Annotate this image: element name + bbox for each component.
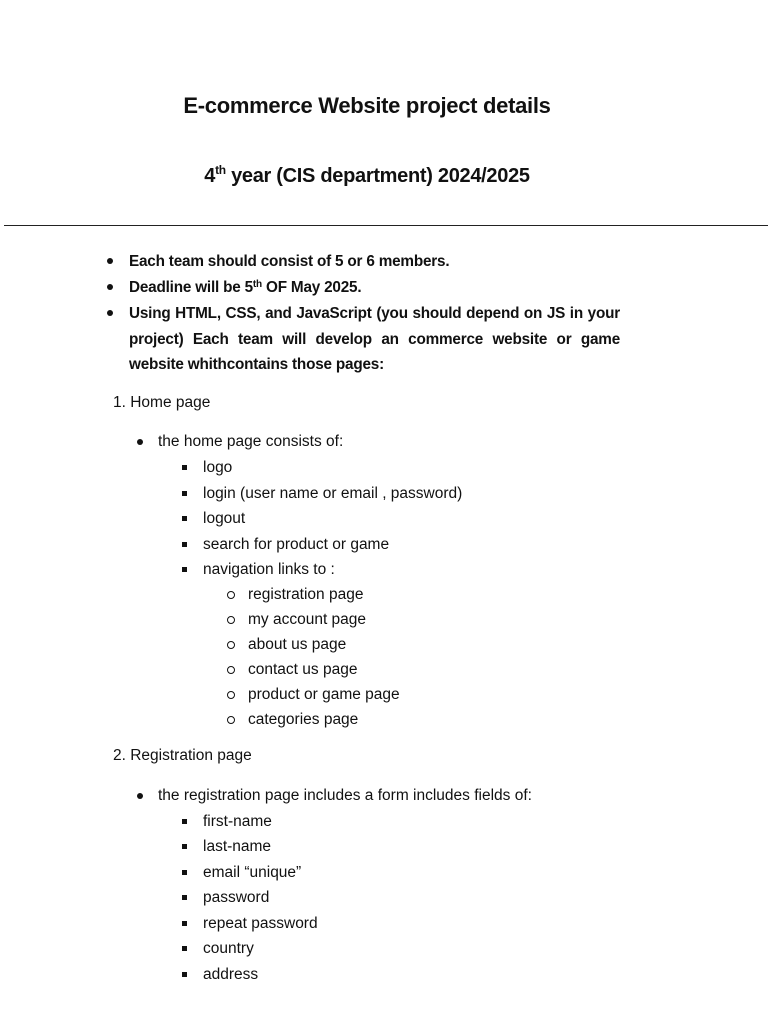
horizontal-divider bbox=[4, 225, 768, 226]
circle-bullet-icon bbox=[227, 591, 235, 599]
list-item-text: navigation links to : bbox=[203, 561, 335, 578]
list-subitem bbox=[248, 635, 346, 655]
list-item-text: first-name bbox=[203, 812, 272, 830]
square-bullet-icon bbox=[182, 567, 187, 572]
home-intro bbox=[158, 432, 343, 452]
square-bullet-icon bbox=[182, 819, 187, 824]
list-subitem-text: my account page bbox=[248, 611, 367, 628]
list-item bbox=[203, 458, 232, 478]
document-title: E-commerce Website project details bbox=[183, 93, 551, 118]
list-item bbox=[203, 914, 318, 934]
list-subitem-text: product or game page bbox=[248, 686, 400, 703]
list-item bbox=[203, 509, 245, 529]
section-heading-registration: 2. Registration page bbox=[113, 747, 252, 764]
requirement-text: OF May 2025. bbox=[261, 279, 362, 296]
circle-bullet-icon bbox=[227, 666, 235, 674]
list-subitem-text: categories page bbox=[248, 711, 359, 728]
list-item-text: logo bbox=[203, 459, 233, 476]
list-item-text: repeat password bbox=[203, 914, 318, 932]
square-bullet-icon bbox=[182, 491, 187, 496]
subtitle-text: year (CIS department) 2024/2025 bbox=[225, 165, 530, 187]
list-item-text: the home page consists of: bbox=[158, 433, 344, 450]
bullet-icon bbox=[137, 793, 143, 799]
list-item-text: address bbox=[203, 965, 259, 983]
list-subitem bbox=[248, 610, 366, 630]
square-bullet-icon bbox=[182, 516, 187, 521]
circle-bullet-icon bbox=[227, 716, 235, 724]
requirement-line: Using HTML, CSS, and JavaScript (you should depend on JS in your bbox=[129, 305, 620, 322]
list-item-text: country bbox=[203, 940, 254, 957]
list-item bbox=[203, 812, 272, 832]
section-heading-home: 1. Home page bbox=[113, 394, 211, 411]
square-bullet-icon bbox=[182, 870, 187, 875]
bullet-icon bbox=[107, 284, 113, 290]
square-bullet-icon bbox=[182, 946, 187, 951]
list-item bbox=[203, 535, 389, 555]
bullet-icon bbox=[137, 439, 143, 445]
requirement-text: Deadline will be 5 bbox=[129, 279, 253, 296]
circle-bullet-icon bbox=[227, 641, 235, 649]
circle-bullet-icon bbox=[227, 616, 235, 624]
bullet-icon bbox=[107, 310, 113, 316]
list-item bbox=[203, 560, 335, 580]
list-subitem bbox=[248, 660, 357, 680]
list-item bbox=[203, 939, 254, 959]
square-bullet-icon bbox=[182, 895, 187, 900]
list-subitem-text: contact us page bbox=[248, 661, 358, 678]
square-bullet-icon bbox=[182, 921, 187, 926]
list-item bbox=[203, 837, 271, 857]
document-subtitle bbox=[0, 165, 734, 188]
list-subitem bbox=[248, 685, 400, 705]
requirement-deadline bbox=[129, 275, 620, 301]
requirement-text: Each team should consist of 5 or 6 members. bbox=[129, 253, 450, 270]
ordinal-suffix: th bbox=[252, 279, 262, 290]
list-item-text: password bbox=[203, 889, 270, 906]
list-subitem-text: registration page bbox=[248, 586, 364, 603]
list-subitem bbox=[248, 585, 363, 605]
list-item-text: search for product or game bbox=[203, 535, 390, 553]
square-bullet-icon bbox=[182, 542, 187, 547]
year-ordinal-suffix: th bbox=[215, 163, 226, 177]
requirement-team-size bbox=[129, 249, 620, 275]
circle-bullet-icon bbox=[227, 691, 235, 699]
year-number: 4 bbox=[204, 165, 216, 187]
list-subitem bbox=[248, 710, 358, 730]
list-item-text: logout bbox=[203, 510, 246, 527]
list-item-text: email “unique” bbox=[203, 863, 302, 881]
requirement-line: website whithcontains those pages: bbox=[129, 356, 384, 374]
bullet-icon bbox=[107, 258, 113, 264]
square-bullet-icon bbox=[182, 972, 187, 977]
list-item-text: login (user name or email , password) bbox=[203, 484, 463, 502]
list-item bbox=[203, 965, 258, 985]
list-item bbox=[203, 863, 301, 883]
requirement-line: project) Each team will develop an commerce website or game bbox=[129, 330, 620, 348]
requirement-technologies bbox=[129, 301, 620, 378]
registration-intro bbox=[158, 786, 532, 806]
list-item bbox=[203, 484, 462, 504]
square-bullet-icon bbox=[182, 465, 187, 470]
square-bullet-icon bbox=[182, 844, 187, 849]
list-item bbox=[203, 888, 269, 908]
list-item-text: the registration page includes a form includes fields of: bbox=[158, 787, 532, 804]
list-item-text: last-name bbox=[203, 838, 272, 855]
list-subitem-text: about us page bbox=[248, 636, 347, 653]
